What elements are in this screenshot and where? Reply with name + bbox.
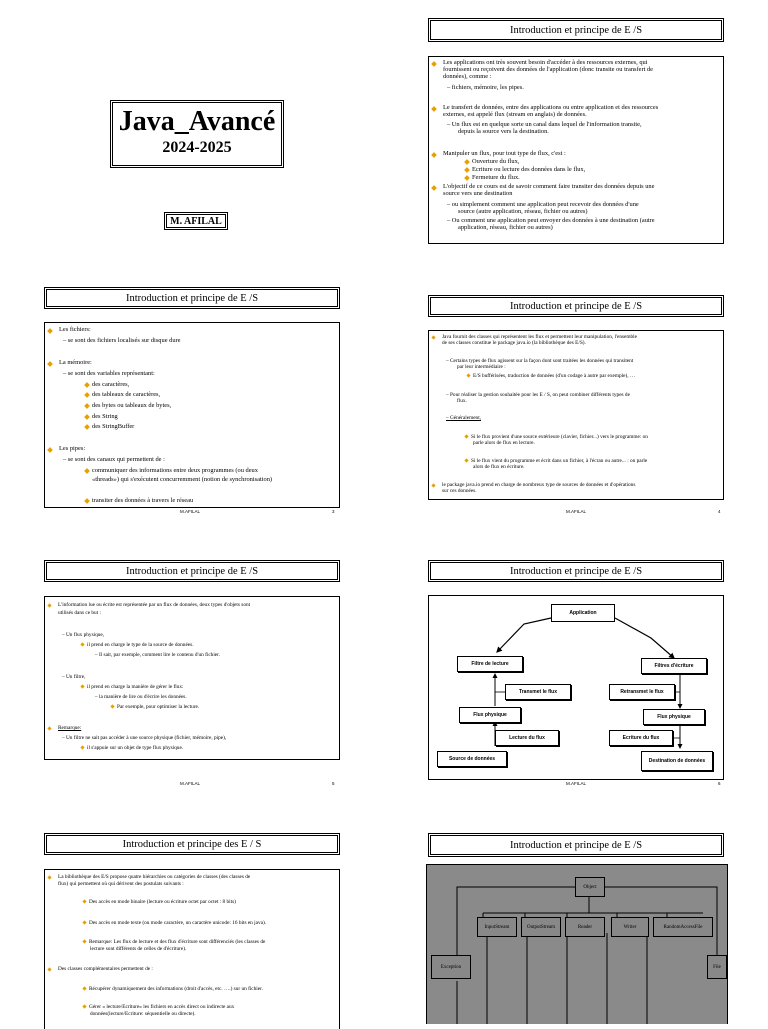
text-line: il prend en charge le type de la source de données. [81,642,194,648]
text-line: données), comme : [443,73,492,80]
slide-title-frame [428,295,724,317]
slide-title: Introduction et principe de E /S [430,20,722,40]
text-line: de ses classes constitue le package java.io (la bibliothèque des E/S). [442,340,586,346]
text-line: – Ou comment une application peut envoyer des données à une destination (autre [447,217,655,224]
randomaccessfile-class-box: RandomAccessFile [653,917,713,937]
text-line: le package java.io prend en charge de nombreux type de sources de données et d'opérations [442,482,636,488]
text-line: – fichiers, mémoire, les pipes. [447,84,524,91]
text-line: – se sont des variables représentant: [63,370,155,377]
text-line: Gérer « lecture/Ecriture» les fichiers en accès direct ou indirecte aux [83,1004,234,1010]
footer-author: M.AFILAL [180,781,201,786]
slide-title-frame [428,18,724,42]
transmit-box: Transmet le flux [505,684,571,700]
physical-stream-right-box: Flux physique [643,709,705,725]
text-line: sur ces données. [442,488,477,494]
text-line: Fermeture du flux. [465,174,520,182]
text-line: – se sont des canaux qui permettent de : [63,456,165,463]
text-line: Des accès en mode binaire (lecture ou écriture octet par octet : 8 bits) [83,899,236,905]
text-line: «threads») qui s'exécutent concurremment (notion de synchronisation) [92,476,273,483]
text-line: flux. [457,398,467,404]
retransmit-box: Retransmet le flux [609,684,675,700]
text-line: L'objectif de ce cours est de savoir comment faire transiter des données depuis une [443,183,655,190]
page-number: 6 [718,781,721,786]
class-hierarchy-diagram [426,864,728,1024]
text-line: utilisés dans ce but : [58,610,101,616]
slide-title: Introduction et principe de E /S [430,297,722,315]
text-line: des String [85,413,118,421]
text-line: – Certains types de flux agissent sur la façon dont sont traitées les données qui transitent [446,358,634,364]
text-line: Les fichiers: [59,326,91,333]
flow-diagram [428,595,724,780]
slide-title-frame [44,560,340,582]
text-line: Des accès en mode texte (ou mode caractère, un caractère unicode: 16 bits en java). [83,920,266,926]
read-filter-box: Filtre de lecture [457,656,523,672]
slide-title: Introduction et principe de E /S [430,835,722,855]
text-line: Ouverture du flux, [465,158,519,166]
slide-title-frame [428,560,724,582]
text-line: externes, est appelé flux (stream en anglais) de données. [443,111,587,118]
write-stream-box: Ecriture du flux [609,730,673,746]
text-line: fournissent ou reçoivent des données de l'application (donc transite ou transfert de [443,66,654,73]
data-destination-box: Destination de données [641,751,713,771]
page-number: 5 [332,781,335,786]
text-line: – Un flux est en quelque sorte un canal dans lequel de l'information transite, [447,121,642,128]
text-line: Récupérer dynamiquement des informations (droit d'accès, etc. ….) sur un fichier. [83,986,263,992]
slide-title: Introduction et principe de E /S [430,562,722,580]
text-line: parle alors de flux en lecture. [473,440,535,446]
text-line: des bytes ou tableaux de bytes, [85,402,171,410]
page-number: 4 [718,509,721,514]
text-line: alors de flux en écriture. [473,464,525,470]
text-line: données(lecture/Ecriture: séquentielle ou directe). [90,1011,196,1017]
text-line: Remarque: [58,725,82,731]
slide-title: Introduction et principe des E / S [46,835,338,853]
slide-title-frame [44,287,340,309]
text-line: – Un flux physique, [62,632,105,638]
text-line: La bibliothèque des E/S propose quatre hiérarchies ou catégories de classes (des classes de [58,874,251,880]
slide-title: Introduction et principe de E /S [46,562,338,580]
text-line: des caractères, [85,381,129,389]
footer-author: M.AFILAL [566,509,587,514]
slide-content [44,869,340,1029]
outputstream-class-box: OutputStream [521,917,561,937]
read-stream-box: Lecture du flux [495,730,559,746]
text-line: source vers une destination [443,190,513,197]
reader-class-box: Reader [565,917,605,937]
slide-content [44,322,340,508]
text-line: – la manière de lire ou d'écrire les données. [95,694,187,700]
text-line: L'information lue ou écrite est représentée par un flux de données, deux types d'objets sont [58,602,251,608]
file-class-box: File [707,955,727,979]
text-line: communiquer des informations entre deux programmes (ou deux [85,467,258,475]
author-name: M. AFILAL [166,214,226,228]
text-line: E/S bufférisées, traduction de données (d'un codage à autre par exemple), … [467,373,635,379]
text-line: Le transfert de données, entre des applications ou entre application et des ressources [443,104,659,111]
text-line: Les applications ont très souvent besoin d'accéder à des ressources externes, qui [443,59,648,66]
object-class-box: Object [575,877,605,897]
text-line: Manipuler un flux, pour tout type de flux, c'est : [443,150,566,157]
slide-content [428,330,724,500]
text-line: des StringBuffer [85,423,134,431]
text-line: il s'appuie sur un objet de type flux physique. [81,745,183,751]
writer-class-box: Writer [611,917,649,937]
text-line: Ecriture ou lecture des données dans le flux, [465,166,585,174]
slide-title-frame [428,833,724,857]
text-line: – se sont des fichiers localisés sur disque dure [63,337,181,344]
text-line: lecture sont différents de celles de d'écriture). [90,946,187,952]
author-box [164,212,228,230]
title-frame [110,100,284,168]
text-line: Si le flux vient du programme et écrit dans un fichier, à l'écran ou autre... : on parle [465,458,647,464]
slide-title-frame [44,833,340,855]
text-line: – ou simplement comment une application peut recevoir des données d'une [447,201,639,208]
text-line: Remarque: Les flux de lecture et des flux d'écriture sont différenciés (les classes de [83,939,265,945]
application-box: Application [551,604,615,622]
text-line: La mémoire: [59,359,92,366]
text-line: Des classes complémentaires permettent de : [58,966,153,972]
footer-author: M.AFILAL [180,509,201,514]
text-line: – Généralement, [446,415,482,421]
inputstream-class-box: InputStream [477,917,517,937]
slide-content [44,596,340,760]
data-source-box: Source de données [437,751,507,767]
write-filter-box: Filtres d'écriture [641,658,707,674]
text-line: – Pour réaliser la gestion souhaitée pour les E / S, on peut combiner différents types de [446,392,630,398]
text-line: depuis la source vers la destination. [458,128,549,135]
text-line: Par exemple, pour optimiser la lecture. [111,704,199,710]
text-line: – Il sait, par exemple, comment lire le contenu d'un fichier. [95,652,220,658]
text-line: des tableaux de caractères, [85,391,160,399]
slide-title: Introduction et principe de E /S [46,289,338,307]
text-line: application, réseau, fichier ou autres) [458,224,553,231]
text-line: flux) qui permettent où qui dérivent des postulats suivants : [58,881,184,887]
course-year: 2024-2025 [162,139,232,156]
exception-class-box: Exception [431,955,471,979]
slide-content [428,56,724,244]
footer-author: M.AFILAL [566,781,587,786]
course-title: Java_Avancé [118,106,276,137]
text-line: – Un filtre ne sait pas accéder à une source physique (fichier, mémoire, pipe), [62,735,227,741]
page-number: 3 [332,509,335,514]
physical-stream-left-box: Flux physique [459,707,521,723]
text-line: Si le flux provient d'une source extérieure (clavier, fichier...) vers le programme: on [465,434,648,440]
text-line: Les pipes: [59,445,86,452]
text-line: Java fournit des classes qui représentent les flux et permettent leur manipulation, l'ensemble [442,334,637,340]
text-line: par leur intermédiaire : [457,364,506,370]
text-line: transiter des données à travers le réseau [85,497,193,505]
text-line: – Un filtre, [62,674,86,680]
text-line: source (autre application, réseau, fichier ou autres) [458,208,588,215]
text-line: il prend en charge la manière de gérer le flux: [81,684,184,690]
